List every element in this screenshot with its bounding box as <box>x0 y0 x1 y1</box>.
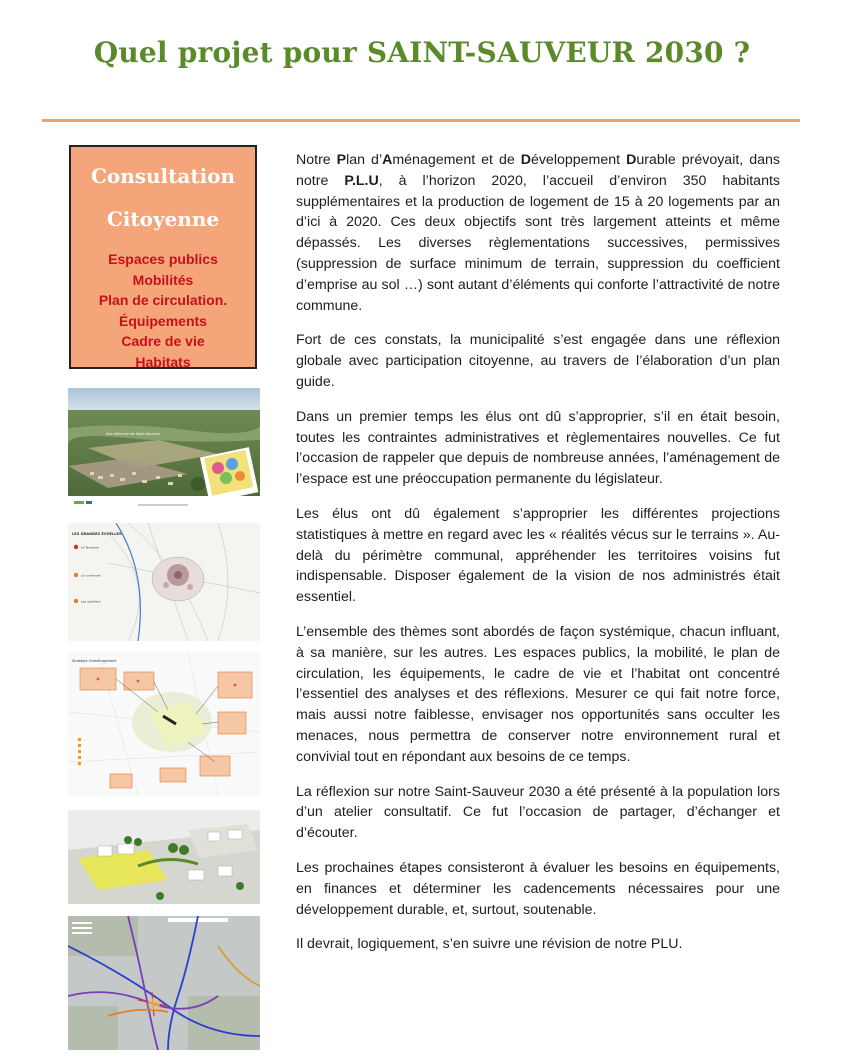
3d-view-graphic <box>68 810 260 904</box>
legend-item: Les quartiers <box>81 599 101 604</box>
topic-item: Espaces publics <box>108 251 218 267</box>
consultation-box <box>69 145 257 369</box>
strategy-title: Stratégie d'aménagement <box>72 659 117 663</box>
paragraph: Les prochaines étapes consisteront à évaluer les besoins en équipements, en finances et déterminer les cadencements nécessaires pour une développement durable, et, surtout, soutenable. <box>296 859 780 918</box>
territory-map-graphic <box>68 523 260 641</box>
legend-item: Le Territoire <box>81 545 99 550</box>
legend-title: LES GRANDES ÉCHELLES <box>72 532 122 536</box>
paragraph: Les élus ont dû également s’approprier les différentes projections statistiques à mettre en regard avec les « réalités vécus sur le terrains ». Au-delà du périmètre communal, appréhender les territoires voisins fut indispensable. Disposer également de la vision de nos administrés était essentiel. <box>296 505 780 606</box>
bold-letter: D <box>626 152 637 168</box>
territory-map <box>68 523 260 641</box>
3d-view <box>68 810 260 904</box>
circulation-map-graphic <box>68 916 260 1050</box>
topic-item: Cadre de vie <box>121 333 205 350</box>
legend-item: La commune <box>81 573 101 578</box>
heading-line-1: Consultation <box>90 164 236 188</box>
p1-text: urable prévoyait, dans notre <box>296 152 780 189</box>
consultation-heading <box>71 155 255 241</box>
heading-line-2: Citoyenne <box>106 207 220 231</box>
p1-text: Notre <box>296 152 337 168</box>
p1-text: , à l’horizon 2020, l’accueil d’environ 350 habitants supplémentaires et la production de logement de 15 à 20 logements par an d’ici à 2020. Ces deux objectifs sont très largement atteints et même dépassés. Les diverses règlementations successives, permissives (suppression de surface minimum de terrain, suppression du coefficient d’emprise au sol …) sont autant d’éléments qui conforte l’attractivité de notre commune. <box>296 172 780 314</box>
article-body <box>296 150 780 969</box>
topic-item: Habitats <box>135 353 191 370</box>
paragraph <box>296 150 780 316</box>
plu-acronym: P.L.U <box>344 172 379 189</box>
strategy-plan <box>68 652 260 796</box>
paragraph: Il devrait, logiquement, s’en suivre une révision de notre PLU. <box>296 936 683 953</box>
bold-letter: A <box>382 152 393 168</box>
aerial-caption-label: Vue aérienne de Saint-Sauveur <box>106 432 161 436</box>
circulation-map <box>68 916 260 1050</box>
paragraph: Fort de ces constats, la municipalité s’est engagée dans une réflexion globale avec participation citoyenne, au travers de l’élaboration d’un plan guide. <box>296 332 780 390</box>
topic-item: Plan de circulation. <box>98 292 228 309</box>
title-divider <box>42 119 800 122</box>
bold-letter: P <box>336 152 347 168</box>
topic-list <box>71 249 255 373</box>
bold-letter: D <box>520 152 531 168</box>
topic-item: Équipements <box>119 312 207 329</box>
aerial-photo <box>68 388 260 514</box>
p1-text: ménagement et de <box>392 152 521 168</box>
aerial-photo-graphic <box>68 388 260 514</box>
strategy-plan-graphic <box>68 652 260 796</box>
p1-text: éveloppement <box>530 152 627 168</box>
topic-item: Mobilités <box>132 271 194 288</box>
p1-text: lan d’ <box>346 152 383 168</box>
page-title: Quel projet pour SAINT-SAUVEUR 2030 ? <box>93 36 751 69</box>
paragraph: L’ensemble des thèmes sont abordés de façon systémique, chacun influant, à sa manière, sur les autres. Les espaces publics, la mobilité, le plan de circulation, les équipements, le cadre de vie et l’habitat ont concentré l’essentiel des analyses et des réflexions. Mesurer ce qui fait notre force, mais aussi notre faiblesse, envisager nos opportunités sans occulter les menaces, nous permettra de conserver notre environnement rural et convivial tout en répondant aux besoins de ce temps. <box>296 623 780 765</box>
paragraph: Dans un premier temps les élus ont dû s’approprier, s’il en était besoin, toutes les contraintes administratives et règlementaires nouvelles. Ce fut l’occasion de rappeler que depuis de nombreuse années, l’aménagement de l’espace est une préoccupation permanente du législateur. <box>296 408 780 488</box>
paragraph: La réflexion sur notre Saint-Sauveur 2030 a été présenté à la population lors d’un atelier consultatif. Ce fut l’occasion de partager, d’échanger et d’écouter. <box>296 783 780 842</box>
